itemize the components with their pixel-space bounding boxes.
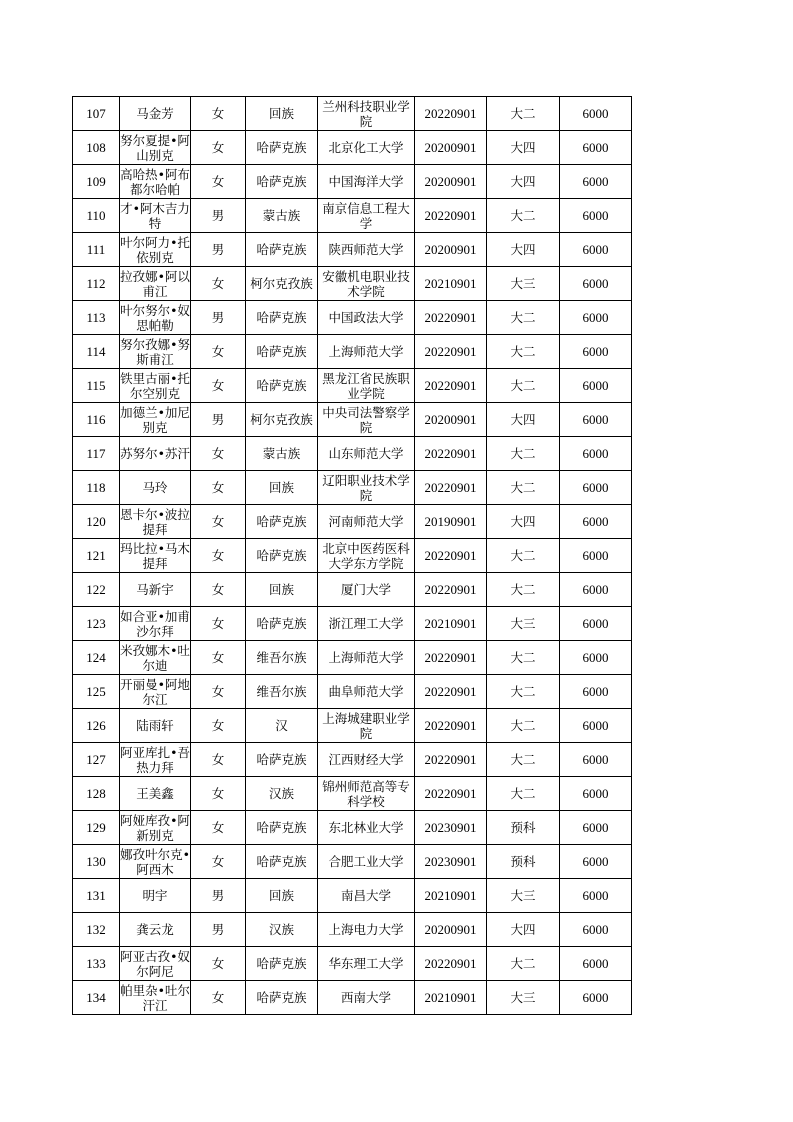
student-name-cell: 开丽曼•阿地尔江 bbox=[120, 676, 190, 707]
ethnicity-cell: 回族 bbox=[246, 97, 318, 131]
student-name-cell: 明宇 bbox=[120, 879, 191, 913]
grade-cell: 大二 bbox=[487, 743, 560, 777]
school-name-cell: 合肥工业大学 bbox=[318, 845, 415, 879]
table-row bbox=[73, 913, 632, 947]
ethnicity-cell: 哈萨克族 bbox=[246, 165, 318, 199]
school-name-cell: 黑龙江省民族职业学院 bbox=[318, 369, 415, 403]
grade-cell: 大二 bbox=[487, 947, 560, 981]
amount-cell: 6000 bbox=[560, 709, 632, 743]
table-row bbox=[73, 947, 632, 981]
grade-cell: 大二 bbox=[487, 199, 560, 233]
ethnicity-cell: 哈萨克族 bbox=[246, 301, 318, 335]
row-number-cell: 132 bbox=[73, 913, 120, 947]
amount-cell: 6000 bbox=[560, 505, 632, 539]
enrollment-date-cell: 20200901 bbox=[415, 913, 487, 947]
table-row bbox=[73, 267, 632, 301]
amount-cell: 6000 bbox=[560, 573, 632, 607]
enrollment-date-cell: 20230901 bbox=[415, 811, 487, 845]
table-row bbox=[73, 777, 632, 811]
gender-cell: 女 bbox=[191, 709, 246, 743]
student-name-cell: 叶尔阿力•托依别克 bbox=[120, 234, 190, 265]
amount-cell: 6000 bbox=[560, 301, 632, 335]
gender-cell: 男 bbox=[191, 879, 246, 913]
row-number-cell: 113 bbox=[73, 301, 120, 335]
row-number-cell: 123 bbox=[73, 607, 120, 641]
student-name-cell: 恩卡尔•波拉提拜 bbox=[120, 506, 190, 537]
row-number-cell: 120 bbox=[73, 505, 120, 539]
gender-cell: 女 bbox=[191, 743, 246, 777]
row-number-cell: 121 bbox=[73, 539, 120, 573]
amount-cell: 6000 bbox=[560, 743, 632, 777]
gender-cell: 女 bbox=[191, 539, 246, 573]
student-name-cell: 如合亚•加甫沙尔拜 bbox=[120, 608, 190, 639]
amount-cell: 6000 bbox=[560, 913, 632, 947]
row-number-cell: 130 bbox=[73, 845, 120, 879]
enrollment-date-cell: 20210901 bbox=[415, 267, 487, 301]
amount-cell: 6000 bbox=[560, 981, 632, 1015]
table-row bbox=[73, 505, 632, 539]
school-name-cell: 河南师范大学 bbox=[318, 505, 415, 539]
school-name-cell: 厦门大学 bbox=[318, 573, 415, 607]
row-number-cell: 117 bbox=[73, 437, 120, 471]
student-name-cell: 阿娅库孜•阿新别克 bbox=[120, 812, 190, 843]
amount-cell: 6000 bbox=[560, 267, 632, 301]
table-row bbox=[73, 709, 632, 743]
gender-cell: 女 bbox=[191, 437, 246, 471]
table-row bbox=[73, 573, 632, 607]
student-name-cell: 娜孜叶尔克•阿西木 bbox=[120, 846, 190, 877]
student-name-cell: 米孜娜木•吐尔迪 bbox=[120, 642, 190, 673]
student-name-cell: 王美鑫 bbox=[120, 777, 191, 811]
row-number-cell: 107 bbox=[73, 97, 120, 131]
row-number-cell: 133 bbox=[73, 947, 120, 981]
grade-cell: 大三 bbox=[487, 981, 560, 1015]
gender-cell: 女 bbox=[191, 641, 246, 675]
table-row bbox=[73, 471, 632, 505]
ethnicity-cell: 哈萨克族 bbox=[246, 505, 318, 539]
table-row bbox=[73, 811, 632, 845]
student-name-cell: 阿亚古孜•奴尔阿尼 bbox=[120, 948, 190, 979]
row-number-cell: 116 bbox=[73, 403, 120, 437]
school-name-cell: 华东理工大学 bbox=[318, 947, 415, 981]
enrollment-date-cell: 20220901 bbox=[415, 471, 487, 505]
amount-cell: 6000 bbox=[560, 641, 632, 675]
row-number-cell: 114 bbox=[73, 335, 120, 369]
school-name-cell: 辽阳职业技术学院 bbox=[318, 471, 415, 505]
ethnicity-cell: 蒙古族 bbox=[246, 199, 318, 233]
student-name-cell: 马金芳 bbox=[120, 97, 191, 131]
row-number-cell: 109 bbox=[73, 165, 120, 199]
table-body bbox=[73, 97, 632, 1015]
school-name-cell: 浙江理工大学 bbox=[318, 607, 415, 641]
school-name-cell: 锦州师范高等专科学校 bbox=[318, 777, 415, 811]
amount-cell: 6000 bbox=[560, 777, 632, 811]
row-number-cell: 134 bbox=[73, 981, 120, 1015]
gender-cell: 女 bbox=[191, 165, 246, 199]
gender-cell: 女 bbox=[191, 607, 246, 641]
table-row bbox=[73, 641, 632, 675]
enrollment-date-cell: 20220901 bbox=[415, 573, 487, 607]
ethnicity-cell: 哈萨克族 bbox=[246, 981, 318, 1015]
grade-cell: 大二 bbox=[487, 641, 560, 675]
school-name-cell: 上海师范大学 bbox=[318, 335, 415, 369]
gender-cell: 男 bbox=[191, 301, 246, 335]
table-row bbox=[73, 199, 632, 233]
grade-cell: 大四 bbox=[487, 403, 560, 437]
gender-cell: 女 bbox=[191, 947, 246, 981]
gender-cell: 女 bbox=[191, 811, 246, 845]
student-name-cell: 努尔孜娜•努斯甫江 bbox=[120, 336, 190, 367]
enrollment-date-cell: 20230901 bbox=[415, 845, 487, 879]
table-row bbox=[73, 879, 632, 913]
enrollment-date-cell: 20220901 bbox=[415, 641, 487, 675]
enrollment-date-cell: 20210901 bbox=[415, 981, 487, 1015]
row-number-cell: 112 bbox=[73, 267, 120, 301]
school-name-cell: 曲阜师范大学 bbox=[318, 675, 415, 709]
ethnicity-cell: 哈萨克族 bbox=[246, 233, 318, 267]
grade-cell: 大二 bbox=[487, 675, 560, 709]
row-number-cell: 124 bbox=[73, 641, 120, 675]
ethnicity-cell: 回族 bbox=[246, 573, 318, 607]
student-name-cell: 加德兰•加尼别克 bbox=[120, 404, 190, 435]
enrollment-date-cell: 20200901 bbox=[415, 131, 487, 165]
row-number-cell: 108 bbox=[73, 131, 120, 165]
gender-cell: 女 bbox=[191, 131, 246, 165]
ethnicity-cell: 哈萨克族 bbox=[246, 335, 318, 369]
table-row bbox=[73, 675, 632, 709]
enrollment-date-cell: 20220901 bbox=[415, 709, 487, 743]
grade-cell: 大二 bbox=[487, 573, 560, 607]
row-number-cell: 126 bbox=[73, 709, 120, 743]
student-name-cell: 叶尔努尔•奴思帕勒 bbox=[120, 302, 190, 333]
table-row bbox=[73, 743, 632, 777]
grade-cell: 大四 bbox=[487, 233, 560, 267]
row-number-cell: 127 bbox=[73, 743, 120, 777]
enrollment-date-cell: 20220901 bbox=[415, 743, 487, 777]
grade-cell: 大四 bbox=[487, 913, 560, 947]
enrollment-date-cell: 20220901 bbox=[415, 675, 487, 709]
grade-cell: 预科 bbox=[487, 845, 560, 879]
table-row bbox=[73, 437, 632, 471]
ethnicity-cell: 哈萨克族 bbox=[246, 131, 318, 165]
school-name-cell: 中国政法大学 bbox=[318, 301, 415, 335]
school-name-cell: 上海电力大学 bbox=[318, 913, 415, 947]
grade-cell: 大二 bbox=[487, 437, 560, 471]
student-name-cell: 马玲 bbox=[120, 471, 191, 505]
student-table bbox=[72, 96, 632, 1015]
enrollment-date-cell: 20210901 bbox=[415, 879, 487, 913]
school-name-cell: 上海师范大学 bbox=[318, 641, 415, 675]
ethnicity-cell: 回族 bbox=[246, 471, 318, 505]
grade-cell: 大三 bbox=[487, 267, 560, 301]
amount-cell: 6000 bbox=[560, 403, 632, 437]
student-name-cell: 陆雨轩 bbox=[120, 709, 191, 743]
gender-cell: 男 bbox=[191, 913, 246, 947]
school-name-cell: 山东师范大学 bbox=[318, 437, 415, 471]
gender-cell: 女 bbox=[191, 777, 246, 811]
enrollment-date-cell: 20220901 bbox=[415, 947, 487, 981]
student-name-cell: 拉孜娜•阿以甫江 bbox=[120, 268, 190, 299]
row-number-cell: 110 bbox=[73, 199, 120, 233]
table-row bbox=[73, 233, 632, 267]
amount-cell: 6000 bbox=[560, 539, 632, 573]
grade-cell: 预科 bbox=[487, 811, 560, 845]
grade-cell: 大二 bbox=[487, 539, 560, 573]
school-name-cell: 南昌大学 bbox=[318, 879, 415, 913]
student-name-cell: 苏努尔•苏汗 bbox=[120, 437, 191, 471]
table-row bbox=[73, 607, 632, 641]
enrollment-date-cell: 20220901 bbox=[415, 97, 487, 131]
enrollment-date-cell: 20190901 bbox=[415, 505, 487, 539]
gender-cell: 女 bbox=[191, 981, 246, 1015]
table-row bbox=[73, 403, 632, 437]
table-row bbox=[73, 97, 632, 131]
grade-cell: 大二 bbox=[487, 471, 560, 505]
school-name-cell: 上海城建职业学院 bbox=[318, 709, 415, 743]
row-number-cell: 118 bbox=[73, 471, 120, 505]
ethnicity-cell: 汉族 bbox=[246, 913, 318, 947]
amount-cell: 6000 bbox=[560, 97, 632, 131]
grade-cell: 大四 bbox=[487, 131, 560, 165]
amount-cell: 6000 bbox=[560, 233, 632, 267]
grade-cell: 大二 bbox=[487, 97, 560, 131]
row-number-cell: 115 bbox=[73, 369, 120, 403]
enrollment-date-cell: 20220901 bbox=[415, 437, 487, 471]
gender-cell: 女 bbox=[191, 267, 246, 301]
table-row bbox=[73, 165, 632, 199]
school-name-cell: 南京信息工程大学 bbox=[318, 199, 415, 233]
table-row bbox=[73, 845, 632, 879]
student-name-cell: 努尔夏提•阿山别克 bbox=[120, 132, 190, 163]
table-row bbox=[73, 131, 632, 165]
amount-cell: 6000 bbox=[560, 947, 632, 981]
ethnicity-cell: 汉 bbox=[246, 709, 318, 743]
ethnicity-cell: 柯尔克孜族 bbox=[246, 403, 318, 437]
ethnicity-cell: 哈萨克族 bbox=[246, 947, 318, 981]
row-number-cell: 122 bbox=[73, 573, 120, 607]
student-name-cell: 玛比拉•马木提拜 bbox=[120, 540, 190, 571]
gender-cell: 女 bbox=[191, 471, 246, 505]
school-name-cell: 江西财经大学 bbox=[318, 743, 415, 777]
ethnicity-cell: 维吾尔族 bbox=[246, 641, 318, 675]
amount-cell: 6000 bbox=[560, 199, 632, 233]
enrollment-date-cell: 20220901 bbox=[415, 539, 487, 573]
amount-cell: 6000 bbox=[560, 369, 632, 403]
student-name-cell: 帕里杂•吐尔汗江 bbox=[120, 982, 190, 1013]
gender-cell: 男 bbox=[191, 199, 246, 233]
table-row bbox=[73, 335, 632, 369]
table-row bbox=[73, 301, 632, 335]
amount-cell: 6000 bbox=[560, 165, 632, 199]
gender-cell: 男 bbox=[191, 233, 246, 267]
table-row bbox=[73, 369, 632, 403]
enrollment-date-cell: 20220901 bbox=[415, 777, 487, 811]
enrollment-date-cell: 20220901 bbox=[415, 369, 487, 403]
ethnicity-cell: 蒙古族 bbox=[246, 437, 318, 471]
amount-cell: 6000 bbox=[560, 437, 632, 471]
gender-cell: 女 bbox=[191, 505, 246, 539]
school-name-cell: 西南大学 bbox=[318, 981, 415, 1015]
ethnicity-cell: 哈萨克族 bbox=[246, 369, 318, 403]
grade-cell: 大二 bbox=[487, 709, 560, 743]
student-name-cell: 阿亚库扎•吾热力拜 bbox=[120, 744, 190, 775]
amount-cell: 6000 bbox=[560, 335, 632, 369]
ethnicity-cell: 维吾尔族 bbox=[246, 675, 318, 709]
student-name-cell: 铁里古丽•托尔空别克 bbox=[120, 370, 190, 401]
enrollment-date-cell: 20200901 bbox=[415, 403, 487, 437]
grade-cell: 大二 bbox=[487, 335, 560, 369]
table-row bbox=[73, 981, 632, 1015]
row-number-cell: 131 bbox=[73, 879, 120, 913]
school-name-cell: 中国海洋大学 bbox=[318, 165, 415, 199]
student-name-cell: 才•阿木吉力特 bbox=[120, 200, 190, 231]
row-number-cell: 111 bbox=[73, 233, 120, 267]
grade-cell: 大四 bbox=[487, 505, 560, 539]
ethnicity-cell: 汉族 bbox=[246, 777, 318, 811]
amount-cell: 6000 bbox=[560, 131, 632, 165]
enrollment-date-cell: 20220901 bbox=[415, 335, 487, 369]
grade-cell: 大四 bbox=[487, 165, 560, 199]
enrollment-date-cell: 20200901 bbox=[415, 165, 487, 199]
gender-cell: 女 bbox=[191, 369, 246, 403]
row-number-cell: 125 bbox=[73, 675, 120, 709]
gender-cell: 女 bbox=[191, 845, 246, 879]
amount-cell: 6000 bbox=[560, 811, 632, 845]
grade-cell: 大二 bbox=[487, 369, 560, 403]
row-number-cell: 129 bbox=[73, 811, 120, 845]
school-name-cell: 中央司法警察学院 bbox=[318, 403, 415, 437]
enrollment-date-cell: 20200901 bbox=[415, 233, 487, 267]
gender-cell: 男 bbox=[191, 403, 246, 437]
gender-cell: 女 bbox=[191, 675, 246, 709]
school-name-cell: 陕西师范大学 bbox=[318, 233, 415, 267]
school-name-cell: 北京化工大学 bbox=[318, 131, 415, 165]
ethnicity-cell: 柯尔克孜族 bbox=[246, 267, 318, 301]
grade-cell: 大二 bbox=[487, 777, 560, 811]
grade-cell: 大二 bbox=[487, 301, 560, 335]
school-name-cell: 安徽机电职业技术学院 bbox=[318, 267, 415, 301]
student-name-cell: 龚云龙 bbox=[120, 913, 191, 947]
enrollment-date-cell: 20220901 bbox=[415, 301, 487, 335]
ethnicity-cell: 哈萨克族 bbox=[246, 845, 318, 879]
gender-cell: 女 bbox=[191, 97, 246, 131]
amount-cell: 6000 bbox=[560, 607, 632, 641]
ethnicity-cell: 哈萨克族 bbox=[246, 811, 318, 845]
table-row bbox=[73, 539, 632, 573]
enrollment-date-cell: 20220901 bbox=[415, 199, 487, 233]
ethnicity-cell: 哈萨克族 bbox=[246, 539, 318, 573]
grade-cell: 大三 bbox=[487, 879, 560, 913]
student-name-cell: 高哈热•阿布都尔哈帕 bbox=[120, 166, 190, 197]
ethnicity-cell: 哈萨克族 bbox=[246, 743, 318, 777]
row-number-cell: 128 bbox=[73, 777, 120, 811]
amount-cell: 6000 bbox=[560, 845, 632, 879]
gender-cell: 女 bbox=[191, 573, 246, 607]
grade-cell: 大三 bbox=[487, 607, 560, 641]
school-name-cell: 北京中医药医科大学东方学院 bbox=[318, 539, 415, 573]
amount-cell: 6000 bbox=[560, 675, 632, 709]
school-name-cell: 东北林业大学 bbox=[318, 811, 415, 845]
ethnicity-cell: 哈萨克族 bbox=[246, 607, 318, 641]
amount-cell: 6000 bbox=[560, 471, 632, 505]
ethnicity-cell: 回族 bbox=[246, 879, 318, 913]
gender-cell: 女 bbox=[191, 335, 246, 369]
student-name-cell: 马新宇 bbox=[120, 573, 191, 607]
enrollment-date-cell: 20210901 bbox=[415, 607, 487, 641]
school-name-cell: 兰州科技职业学院 bbox=[318, 97, 415, 131]
amount-cell: 6000 bbox=[560, 879, 632, 913]
